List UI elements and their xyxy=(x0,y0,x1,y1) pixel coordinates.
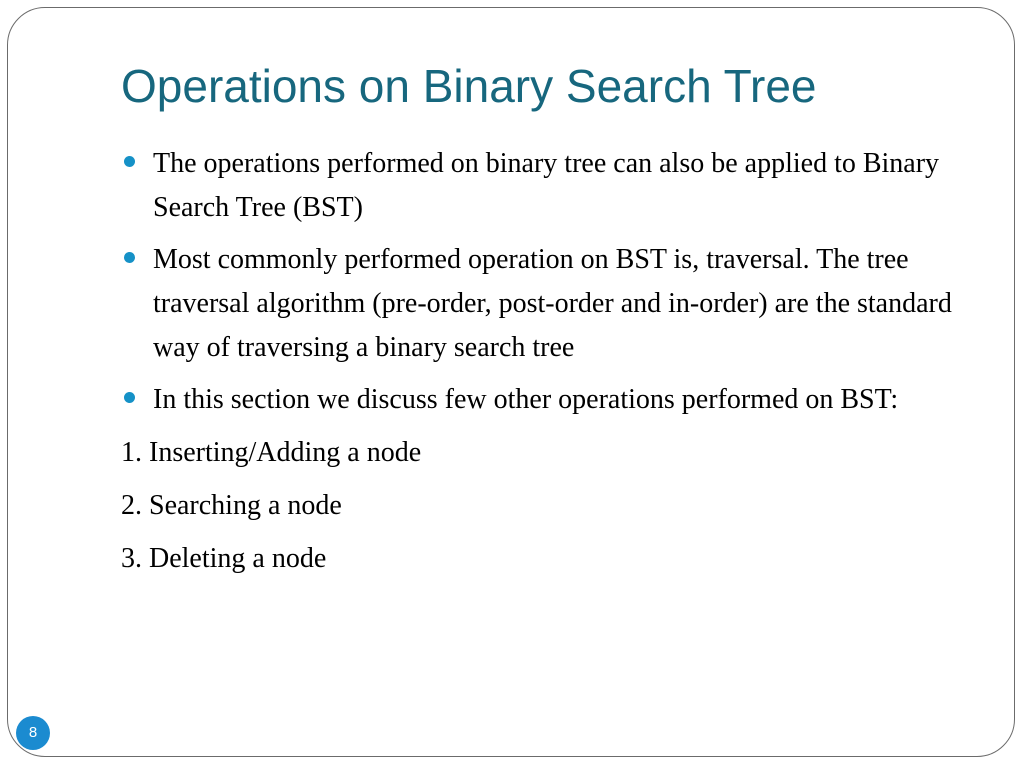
operations-list xyxy=(121,431,971,581)
bullet-icon xyxy=(124,392,135,403)
bullet-text: In this section we discuss few other operations performed on BST: xyxy=(153,384,899,415)
slide-title: Operations on Binary Search Tree xyxy=(121,60,817,112)
slide-number-badge: 8 xyxy=(16,716,50,750)
bullet-item xyxy=(121,142,971,230)
bullet-item xyxy=(121,378,971,422)
bullet-text: The operations performed on binary tree can also be applied to Binary Search Tree (BST) xyxy=(153,148,940,223)
slide-frame xyxy=(7,7,1015,757)
bullet-icon xyxy=(124,252,135,263)
slide-content xyxy=(121,142,971,581)
operation-item: 3. Deleting a node xyxy=(121,543,327,574)
bullet-item xyxy=(121,238,971,370)
bullet-icon xyxy=(124,156,135,167)
bullet-text: Most commonly performed operation on BST is, traversal. The tree traversal algorithm (pre-order, post-order and in-order) are the standard way of traversing a binary search tree xyxy=(153,244,952,363)
operation-item: 2. Searching a node xyxy=(121,490,342,521)
operation-item: 1. Inserting/Adding a node xyxy=(121,437,422,468)
bullet-list xyxy=(121,142,971,422)
